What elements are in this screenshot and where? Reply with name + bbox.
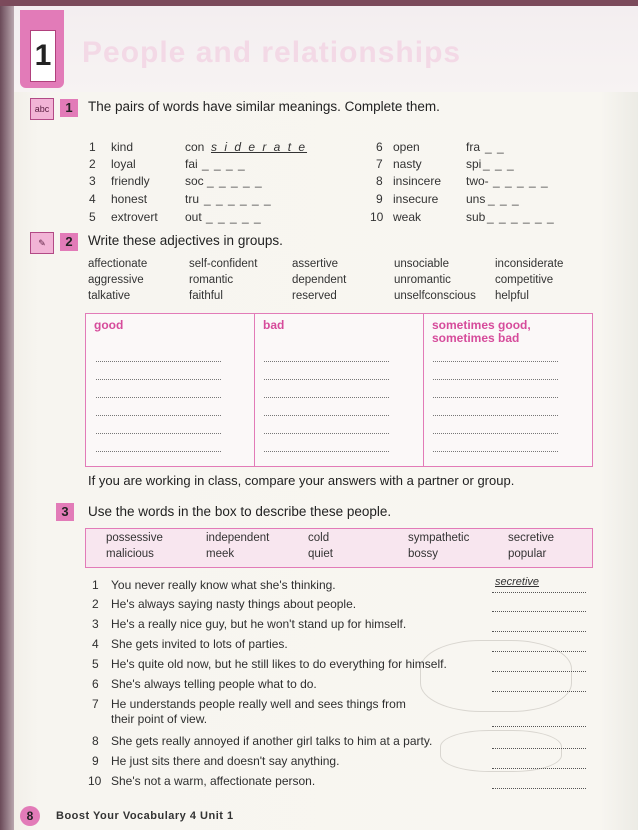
exercise-instruction: Use the words in the box to describe these people.	[88, 504, 392, 519]
sentence-text: She's always telling people what to do.	[111, 677, 317, 691]
item-word: friendly	[111, 174, 150, 188]
adjective: talkative	[88, 290, 131, 302]
box-word: possessive	[106, 532, 163, 544]
item-word: insincere	[393, 174, 442, 188]
answer-prefix: fra	[466, 140, 481, 154]
item-number: 2	[89, 157, 96, 171]
answer-line[interactable]	[264, 360, 389, 362]
show-through-sketch	[440, 730, 562, 772]
adjective: assertive	[292, 258, 339, 270]
answer-line[interactable]	[433, 360, 558, 362]
answer-line[interactable]	[264, 432, 389, 434]
box-word: quiet	[308, 548, 333, 560]
column-divider	[254, 314, 255, 466]
item-number: 4	[89, 192, 96, 206]
answer-line[interactable]	[264, 396, 389, 398]
item-number: 5	[89, 210, 96, 224]
answer-line[interactable]	[492, 591, 586, 593]
sentence-text: He's quite old now, but he still likes to do everything for himself.	[111, 657, 447, 671]
sentence-text: She gets really annoyed if another girl talks to him at a party.	[111, 734, 433, 748]
answer-example: secretive	[495, 576, 540, 588]
abc-icon: abc	[30, 98, 54, 120]
item-word: extrovert	[111, 210, 158, 224]
item-word: kind	[111, 140, 134, 154]
answer-line[interactable]	[433, 414, 558, 416]
sentence-number: 5	[92, 657, 99, 671]
answer-line[interactable]	[264, 450, 389, 452]
item-number: 8	[376, 174, 383, 188]
answer-prefix: sub	[466, 210, 486, 224]
sentence-text: She's not a warm, affectionate person.	[111, 774, 316, 788]
item-word: open	[393, 140, 420, 154]
answer-blank[interactable]: _ _ _ _ _ _	[204, 192, 272, 206]
answer-line[interactable]	[492, 747, 586, 749]
sentence-number: 3	[92, 617, 99, 631]
adjective: romantic	[189, 274, 234, 286]
adjective: self-confident	[189, 258, 258, 270]
adjective: unromantic	[394, 274, 451, 286]
answer-blank[interactable]: _ _ _ _ _	[493, 174, 549, 188]
answer-line[interactable]	[433, 378, 558, 380]
group-heading-bad: bad	[263, 318, 285, 332]
answer-line[interactable]	[492, 650, 586, 652]
adjective: helpful	[495, 290, 529, 302]
word-box	[85, 528, 593, 568]
answer-line[interactable]	[492, 725, 586, 727]
answer-filled: s i d e r a t e	[211, 140, 308, 154]
adjective: faithful	[189, 290, 223, 302]
item-number: 6	[376, 140, 383, 154]
box-word: independent	[206, 532, 270, 544]
grouping-table	[85, 313, 593, 467]
answer-prefix: tru	[185, 192, 200, 206]
answer-blank[interactable]: _ _ _ _	[202, 157, 246, 171]
item-word: insecure	[393, 192, 439, 206]
answer-blank[interactable]: _ _ _ _ _ _	[487, 210, 555, 224]
box-word: secretive	[508, 532, 555, 544]
answer-line[interactable]	[433, 450, 558, 452]
answer-line[interactable]	[96, 414, 221, 416]
answer-prefix: two-	[466, 174, 489, 188]
unit-title: People and relationships	[82, 36, 462, 69]
answer-blank[interactable]: _ _ _ _ _	[207, 174, 263, 188]
answer-prefix: fai	[185, 157, 198, 171]
answer-line[interactable]	[96, 360, 221, 362]
sentence-text: He's a really nice guy, but he won't stand up for himself.	[111, 617, 407, 631]
sentence-number: 6	[92, 677, 99, 691]
exercise-instruction: Write these adjectives in groups.	[88, 233, 283, 248]
box-word: cold	[308, 532, 330, 544]
answer-blank[interactable]: _ _	[485, 140, 505, 154]
page-number: 8	[20, 806, 40, 826]
answer-blank[interactable]: _ _ _ _ _	[206, 210, 262, 224]
answer-line[interactable]	[264, 378, 389, 380]
answer-line[interactable]	[433, 432, 558, 434]
group-heading-good: good	[94, 318, 124, 332]
pencil-icon: ✎	[30, 232, 54, 254]
answer-line[interactable]	[492, 630, 586, 632]
exercise-number: 3	[56, 503, 74, 521]
sentence-text-continued: their point of view.	[111, 712, 208, 726]
answer-prefix: soc	[185, 174, 204, 188]
adjective: aggressive	[88, 274, 144, 286]
unit-number: 1	[30, 30, 56, 82]
answer-line[interactable]	[492, 670, 586, 672]
exercise-number: 1	[60, 99, 78, 117]
answer-line[interactable]	[264, 414, 389, 416]
exercise-number: 2	[60, 233, 78, 251]
sentence-text: He's always saying nasty things about people.	[111, 597, 357, 611]
answer-prefix: spi	[466, 157, 482, 171]
item-number: 1	[89, 140, 96, 154]
sentence-number: 9	[92, 754, 99, 768]
answer-line[interactable]	[492, 610, 586, 612]
column-divider	[423, 314, 424, 466]
box-word: bossy	[408, 548, 439, 560]
answer-prefix: con	[185, 140, 205, 154]
answer-line[interactable]	[492, 787, 586, 789]
adjective: unsociable	[394, 258, 449, 270]
sentence-number: 1	[92, 578, 99, 592]
page-binding-edge	[0, 0, 14, 830]
box-word: meek	[206, 548, 235, 560]
exercise-instruction: The pairs of words have similar meanings. Complete them.	[88, 99, 440, 114]
adjective: dependent	[292, 274, 347, 286]
adjective: reserved	[292, 290, 337, 302]
answer-line[interactable]	[96, 396, 221, 398]
group-heading-sometimes: sometimes good, sometimes bad	[432, 318, 531, 345]
item-number: 7	[376, 157, 383, 171]
box-word: sympathetic	[408, 532, 470, 544]
answer-line[interactable]	[96, 378, 221, 380]
adjective: competitive	[495, 274, 554, 286]
sentence-text: You never really know what she's thinking.	[111, 578, 336, 592]
answer-blank[interactable]: _ _ _	[483, 157, 515, 171]
answer-line[interactable]	[492, 767, 586, 769]
item-number: 10	[370, 210, 384, 224]
sentence-text: She gets invited to lots of parties.	[111, 637, 288, 651]
adjective: inconsiderate	[495, 258, 564, 270]
item-word: weak	[393, 210, 422, 224]
sentence-text: He just sits there and doesn't say anything.	[111, 754, 340, 768]
adjective: affectionate	[88, 258, 148, 270]
sentence-text: He understands people really well and sees things from	[111, 697, 406, 711]
answer-prefix: out	[185, 210, 202, 224]
box-word: popular	[508, 548, 547, 560]
answer-blank[interactable]: _ _ _	[488, 192, 520, 206]
item-word: loyal	[111, 157, 136, 171]
item-number: 3	[89, 174, 96, 188]
sentence-number: 4	[92, 637, 99, 651]
item-word: nasty	[393, 157, 422, 171]
answer-line[interactable]	[492, 690, 586, 692]
adjective: unselfconscious	[394, 290, 476, 302]
answer-line[interactable]	[433, 396, 558, 398]
sentence-number: 10	[88, 774, 102, 788]
sentence-number: 7	[92, 697, 99, 711]
answer-line[interactable]	[96, 432, 221, 434]
answer-line[interactable]	[96, 450, 221, 452]
sentence-number: 8	[92, 734, 99, 748]
sentence-number: 2	[92, 597, 99, 611]
pair-work-note: If you are working in class, compare your answers with a partner or group.	[88, 473, 515, 488]
footer-title: Boost Your Vocabulary 4 Unit 1	[56, 810, 234, 822]
box-word: malicious	[106, 548, 154, 560]
item-word: honest	[111, 192, 148, 206]
answer-prefix: uns	[466, 192, 486, 206]
item-number: 9	[376, 192, 383, 206]
